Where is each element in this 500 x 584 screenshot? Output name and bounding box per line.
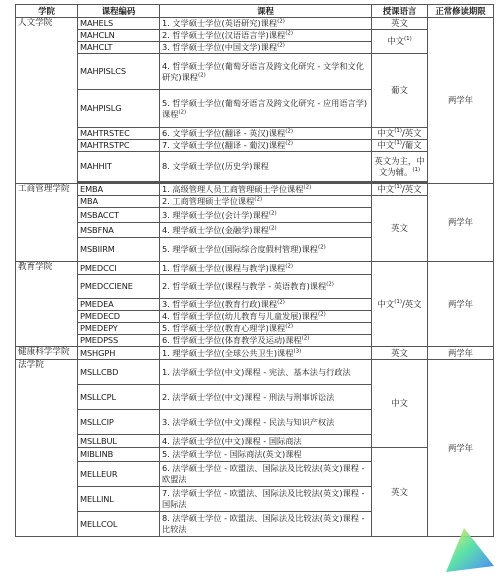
- header-code: 课程编码: [78, 5, 160, 18]
- course-name: 4. 理学硕士学位(金融学)课程$^{(2)}$: [160, 223, 372, 238]
- course-name: 7. 法学硕士学位 - 欧盟法、国际法及比较法(英文)课程 - 国际法: [160, 487, 372, 512]
- duration-cell: 两学年: [428, 347, 494, 360]
- course-code: MELLINL: [78, 487, 160, 512]
- table-row: [16, 360, 494, 385]
- language-cell: 英文: [372, 196, 428, 262]
- course-name: 2. 哲学硕士学位(课程与教学 - 英语教育)课程$^{(2)}$: [160, 275, 372, 299]
- course-code: MBA: [78, 196, 160, 208]
- course-name: 3. 哲学硕士学位(中国文学)课程$^{(2)}$: [160, 42, 372, 54]
- table-row: [16, 140, 494, 152]
- language-cell: 中文$^{(1)}$: [372, 30, 428, 54]
- course-name: 8. 法学硕士学位 - 欧盟法、国际法及比较法(英文)课程 - 比较法: [160, 512, 372, 537]
- course-name: 1. 法学硕士学位(中文)课程 - 宪法、基本法与行政法: [160, 360, 372, 385]
- table-row: [16, 128, 494, 140]
- course-name: 2. 哲学硕士学位(汉语语言学)课程$^{(2)}$: [160, 30, 372, 42]
- faculty-business: 工商管理学院: [16, 184, 78, 262]
- programme-table: [15, 4, 494, 537]
- table-row: [16, 30, 494, 42]
- course-name: 1. 高级管理人员工商管理硕士学位课程$^{(2)}$: [160, 184, 372, 196]
- course-name: 6. 法学硕士学位 - 欧盟法、国际法及比较法(英文)课程 - 欧盟法: [160, 462, 372, 487]
- course-code: PMEDEPY: [78, 323, 160, 335]
- course-name: 3. 理学硕士学位(会计学)课程$^{(2)}$: [160, 208, 372, 223]
- course-code: MSLLCPL: [78, 385, 160, 410]
- course-code: PMEDEA: [78, 299, 160, 311]
- course-name: 4. 法学硕士学位(中文)课程 - 国际商法: [160, 435, 372, 448]
- course-code: MSLLBUL: [78, 435, 160, 448]
- language-cell: 英文: [372, 18, 428, 30]
- course-code: PMEDCCI: [78, 262, 160, 275]
- course-code: EMBA: [78, 184, 160, 196]
- course-name: 8. 文学硕士学位(历史学)课程: [160, 152, 372, 182]
- course-code: MAHTRSTEC: [78, 128, 160, 140]
- duration-cell: 两学年: [428, 184, 494, 262]
- course-code: MAHELS: [78, 18, 160, 30]
- course-code: MAHPISLG: [78, 90, 160, 128]
- course-code: MSBFNA: [78, 223, 160, 238]
- course-name: 5. 法学硕士学位 - 国际商法(英文)课程: [160, 448, 372, 462]
- language-cell: 英文: [372, 347, 428, 360]
- course-code: MAHTRSTPC: [78, 140, 160, 152]
- course-name: 1. 理学硕士学位(全球公共卫生)课程$^{(3)}$: [160, 347, 372, 360]
- course-code: MSBIIRM: [78, 238, 160, 262]
- course-name: 3. 法学硕士学位(中文)课程 - 民法与知识产权法: [160, 410, 372, 435]
- course-name: 5. 理学硕士学位(国际综合度假村管理)课程$^{(2)}$: [160, 238, 372, 262]
- course-code: MSHGPH: [78, 347, 160, 360]
- course-name: 5. 哲学硕士学位(葡萄牙语言及跨文化研究 - 应用语言学)课程$^{(2)}$: [160, 90, 372, 128]
- course-name: 1. 哲学硕士学位(课程与教学)课程$^{(2)}$: [160, 262, 372, 275]
- course-name: 4. 哲学硕士学位(葡萄牙语言及跨文化研究 - 文学和文化研究)课程$^{(2)}$: [160, 54, 372, 90]
- course-code: MSBACCT: [78, 208, 160, 223]
- header-faculty: 学院: [16, 5, 78, 18]
- language-cell: 中文$^{(1)}$/英文: [372, 128, 428, 140]
- course-name: 6. 文学硕士学位(翻译 - 英汉)课程$^{(2)}$: [160, 128, 372, 140]
- course-code: MELLCOL: [78, 512, 160, 537]
- header-language: 授课语言: [372, 5, 428, 18]
- faculty-health: 健康科学学院: [16, 347, 78, 360]
- language-cell: 英文为主，中文为辅。$^{(1)}$: [372, 152, 428, 182]
- course-code: MSLLCBD: [78, 360, 160, 385]
- language-cell: 中文$^{(1)}$/葡文: [372, 140, 428, 152]
- language-cell: 中文: [372, 360, 428, 448]
- table-row: [16, 347, 494, 360]
- course-code: MAHCLT: [78, 42, 160, 54]
- header-row: [16, 5, 494, 18]
- arrow-decoration-icon: [442, 522, 498, 578]
- course-name: 5. 哲学硕士学位(教育心理学)课程$^{(2)}$: [160, 323, 372, 335]
- course-name: 7. 文学硕士学位(翻译 - 葡汉)课程$^{(2)}$: [160, 140, 372, 152]
- language-cell: 中文$^{(1)}$/英文: [372, 262, 428, 347]
- faculty-education: 教育学院: [16, 262, 78, 347]
- table-row: [16, 196, 494, 208]
- course-code: MAHPISLCS: [78, 54, 160, 90]
- table-row: [16, 184, 494, 196]
- faculty-law: 法学院: [16, 360, 78, 537]
- language-cell: 中文$^{(1)}$/英文: [372, 184, 428, 196]
- course-code: PMEDPSS: [78, 335, 160, 347]
- course-code: MAHCLN: [78, 30, 160, 42]
- table-row: [16, 18, 494, 30]
- course-name: 3. 哲学硕士学位(教育行政)课程$^{(2)}$: [160, 299, 372, 311]
- language-cell: 英文: [372, 448, 428, 537]
- course-code: PMEDECD: [78, 311, 160, 323]
- course-code: MSLLCIP: [78, 410, 160, 435]
- duration-cell: 两学年: [428, 360, 494, 537]
- course-name: 2. 法学硕士学位(中文)课程 - 刑法与刑事诉讼法: [160, 385, 372, 410]
- course-code: MELLEUR: [78, 462, 160, 487]
- language-cell: 葡文: [372, 54, 428, 128]
- table-row: [16, 54, 494, 90]
- course-name: 1. 文学硕士学位(英语研究)课程$^{(2)}$: [160, 18, 372, 30]
- duration-cell: 两学年: [428, 262, 494, 347]
- table-row: [16, 262, 494, 275]
- course-name: 4. 哲学硕士学位(幼儿教育与儿童发展)课程$^{(2)}$: [160, 311, 372, 323]
- course-name: 2. 工商管理硕士学位课程$^{(2)}$: [160, 196, 372, 208]
- duration-cell: 两学年: [428, 18, 494, 184]
- table-row: [16, 448, 494, 462]
- course-code: MAHHIT: [78, 152, 160, 182]
- header-duration: 正常修读期限: [428, 5, 494, 18]
- course-code: MIBLINB: [78, 448, 160, 462]
- course-code: PMEDCCIENE: [78, 275, 160, 299]
- faculty-humanities: 人文学院: [16, 18, 78, 184]
- header-course: 课程: [160, 5, 372, 18]
- course-name: 6. 哲学硕士学位(体育教学及运动)课程$^{(2)}$: [160, 335, 372, 347]
- table-row: [16, 152, 494, 182]
